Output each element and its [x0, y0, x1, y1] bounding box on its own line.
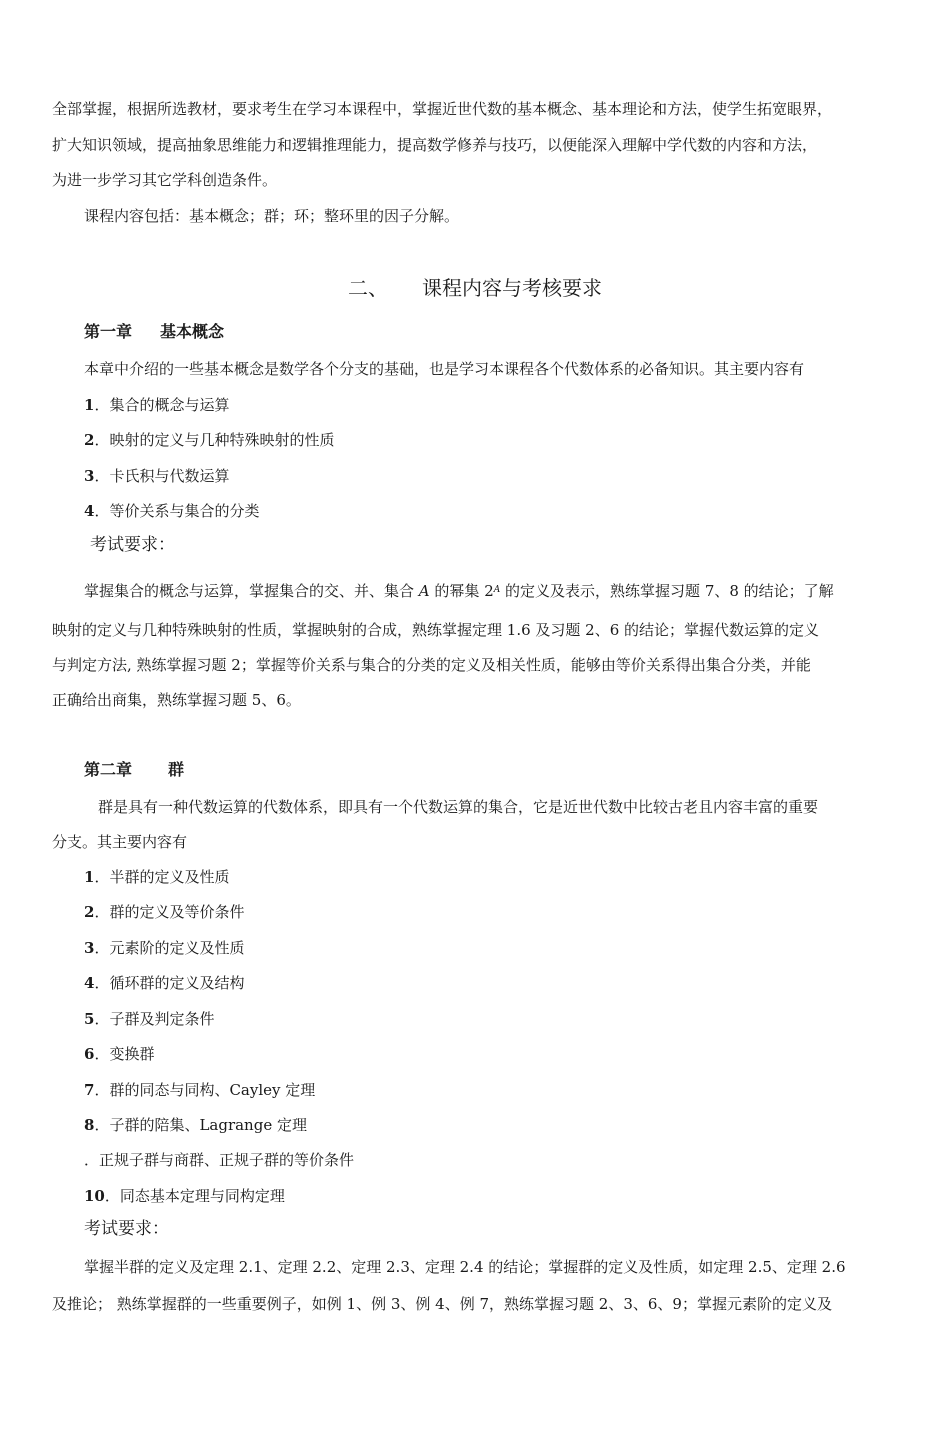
list-item: 2．群的定义及等价条件: [84, 903, 245, 921]
list-item: 4．循环群的定义及结构: [84, 974, 245, 992]
list-item: 10．同态基本定理与同构定理: [84, 1187, 285, 1205]
intro-line-1: 全部掌握，根据所选教材，要求考生在学习本课程中，掌握近世代数的基本概念、基本理论和方法，使学生拓宽眼界，: [52, 100, 833, 118]
chapter-1-req-line-3: 与判定方法, 熟练掌握习题 2；掌握等价关系与集合的分类的定义及相关性质，能够由等价关系得出集合分类，并能: [52, 656, 811, 674]
chapter-2-intro-line-2: 分支。其主要内容有: [52, 833, 188, 851]
list-item: 3．元素阶的定义及性质: [84, 939, 245, 957]
chapter-2-req-line-1: 掌握半群的定义及定理 2.1、定理 2.2、定理 2.3、定理 2.4 的结论；掌握群的定义及性质，如定理 2.5、定理 2.6: [84, 1258, 846, 1276]
list-item: 1．集合的概念与运算: [84, 396, 230, 414]
list-item: 5．子群及判定条件: [84, 1010, 215, 1028]
intro-line-3: 为进一步学习其它学科创造条件。: [52, 171, 278, 189]
section-number: 二、: [348, 276, 388, 300]
course-content-summary: 课程内容包括：基本概念；群；环；整环里的因子分解。: [84, 207, 460, 225]
section-title: 课程内容与考核要求: [422, 276, 602, 300]
intro-line-2: 扩大知识领域，提高抽象思维能力和逻辑推理能力，提高数学修养与技巧，以便能深入理解中学代数的内容和方法，: [52, 136, 818, 154]
list-item: 8．子群的陪集、Lagrange 定理: [84, 1116, 307, 1134]
section-heading: [0, 275, 950, 301]
chapter-2-req-line-2: 及推论； 熟练掌握群的一些重要例子，如例 1、例 3、例 4、例 7，熟练掌握习题 2、3、6、9；掌握元素阶的定义及: [52, 1295, 832, 1313]
chapter-2-intro-line-1: 群是具有一种代数运算的代数体系，即具有一个代数运算的集合，它是近世代数中比较古老且内容丰富的重要: [98, 798, 819, 816]
chapter-1-req-line-1: 掌握集合的概念与运算，掌握集合的交、并、集合 A 的幂集 $2^A$ 的定义及表示，熟练掌握习题 7、8 的结论；了解: [84, 582, 834, 600]
chapter-2-requirements-label: 考试要求：: [84, 1219, 169, 1239]
list-item: 1．半群的定义及性质: [84, 868, 230, 886]
list-item: 2．映射的定义与几种特殊映射的性质: [84, 431, 335, 449]
chapter-2-title: 群: [168, 760, 185, 779]
chapter-2-heading: [84, 760, 184, 780]
chapter-1-req-line-4: 正确给出商集，熟练掌握习题 5、6。: [52, 691, 301, 709]
list-item: 3．卡氏积与代数运算: [84, 467, 230, 485]
chapter-2-label: 第二章: [84, 760, 133, 779]
list-item: 7．群的同态与同构、Cayley 定理: [84, 1081, 316, 1099]
chapter-1-heading: [84, 322, 224, 342]
list-item: 6．变换群: [84, 1045, 155, 1063]
chapter-1-title: 基本概念: [160, 322, 225, 341]
list-item: ．正规子群与商群、正规子群的等价条件: [84, 1151, 355, 1169]
chapter-1-label: 第一章: [84, 322, 133, 341]
chapter-1-requirements-label: 考试要求：: [90, 535, 175, 555]
list-item: 4．等价关系与集合的分类: [84, 502, 260, 520]
chapter-1-req-line-2: 映射的定义与几种特殊映射的性质，掌握映射的合成，熟练掌握定理 1.6 及习题 2、6 的结论；掌握代数运算的定义: [52, 621, 820, 639]
chapter-1-intro: 本章中介绍的一些基本概念是数学各个分支的基础，也是学习本课程各个代数体系的必备知识。其主要内容有: [84, 360, 805, 378]
